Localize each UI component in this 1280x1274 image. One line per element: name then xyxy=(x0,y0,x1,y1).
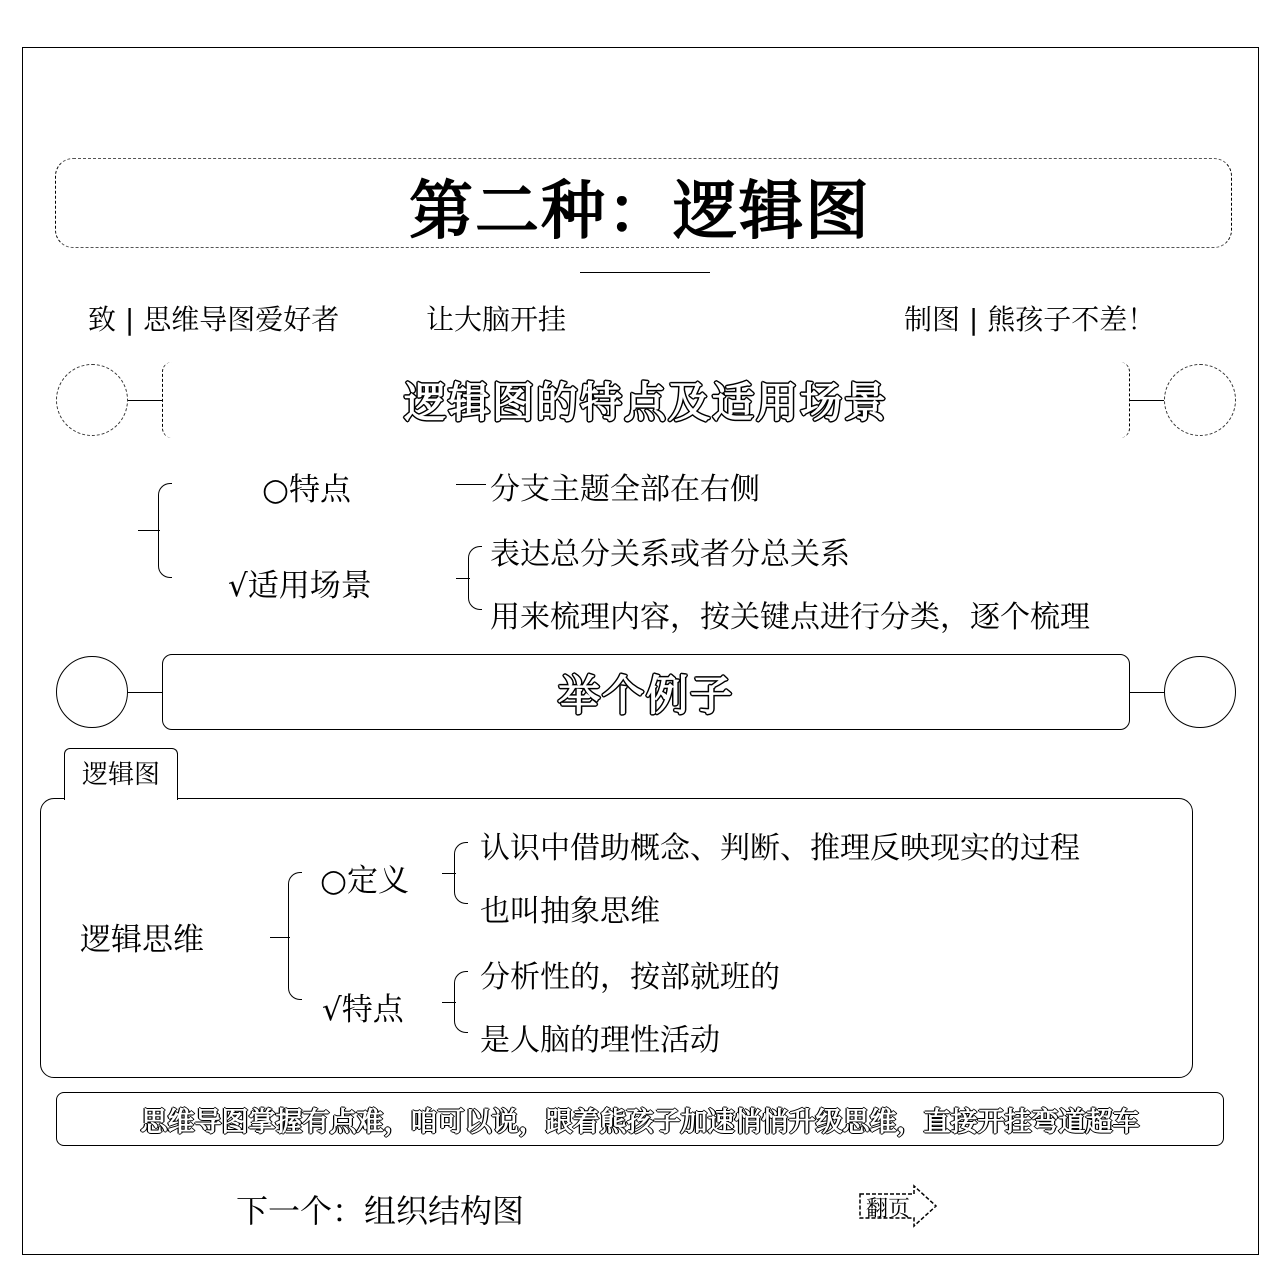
example-tab[interactable]: 逻辑图 xyxy=(64,748,178,800)
example-root: 逻辑思维 xyxy=(80,922,204,958)
example-root-tick xyxy=(270,937,290,938)
promo-text: 思维导图掌握有点难，咱可以说，跟着熊孩子加速悄悄升级思维，直接开挂弯道超车 xyxy=(140,1107,1140,1138)
section1-heading: 逻辑图的特点及适用场景 xyxy=(403,378,888,427)
section1-right-connector xyxy=(1130,400,1164,401)
traits-item-1: 分析性的，按部就班的 xyxy=(480,960,780,995)
features-label: ○特点 xyxy=(262,472,352,508)
author-credit: 制图 | 熊孩子不差！ xyxy=(904,303,1156,336)
section1-right-circle xyxy=(1164,364,1236,436)
features-item-1: 分支主题全部在右侧 xyxy=(490,472,760,507)
next-topic: 下一个：组织结构图 xyxy=(236,1192,525,1230)
section1-root-tick xyxy=(138,530,160,531)
section2-left-circle xyxy=(56,656,128,728)
traits-label: √特点 xyxy=(322,992,404,1028)
definition-item-2: 也叫抽象思维 xyxy=(480,894,660,929)
section1-left-circle xyxy=(56,364,128,436)
definition-item-1: 认识中借助概念、判断、推理反映现实的过程 xyxy=(480,831,1080,866)
features-connector xyxy=(456,484,486,485)
scenarios-label: √适用场景 xyxy=(228,568,372,604)
dedication: 致 | 思维导图爱好者 xyxy=(88,303,340,336)
scenarios-brace xyxy=(468,546,482,610)
traits-item-2: 是人脑的理性活动 xyxy=(480,1023,720,1058)
flip-page-button[interactable]: 翻页 xyxy=(866,1197,911,1222)
section2-right-connector xyxy=(1130,692,1164,693)
definition-label: ○定义 xyxy=(320,863,410,899)
section2-heading: 举个例子 xyxy=(557,671,734,720)
definition-brace xyxy=(454,842,468,904)
slogan: 让大脑开挂 xyxy=(426,303,567,336)
scenarios-item-2: 用来梳理内容，按关键点进行分类，逐个梳理 xyxy=(490,600,1090,635)
section1-root-brace xyxy=(158,483,172,578)
section1-left-connector xyxy=(128,400,162,401)
section2-right-circle xyxy=(1164,656,1236,728)
scenarios-item-1: 表达总分关系或者分总关系 xyxy=(490,537,850,572)
traits-brace xyxy=(454,971,468,1033)
page-title: 第二种：逻辑图 xyxy=(409,175,871,249)
section2-left-connector xyxy=(128,692,162,693)
example-root-brace xyxy=(288,872,302,1000)
title-underline xyxy=(580,272,710,273)
